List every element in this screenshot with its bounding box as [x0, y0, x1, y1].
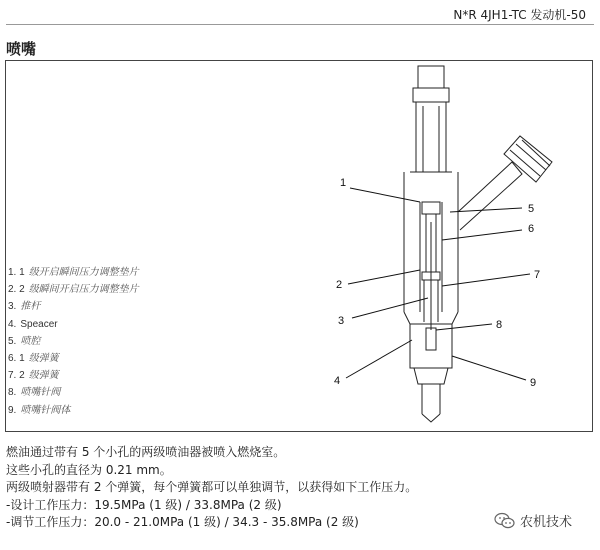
needle-valve-shape	[426, 328, 436, 350]
legend-text: 喷嘴针阀	[20, 387, 61, 399]
watermark-text: 农机技术	[520, 515, 573, 530]
section-title: 喷嘴	[6, 40, 37, 58]
legend-text: 推杆	[20, 301, 41, 313]
legend-num: 7. 2	[8, 370, 25, 382]
description-line: 两级喷射器带有 2 个弹簧，每个弹簧都可以单独调节，以获得如下工作压力。	[6, 480, 418, 494]
description-text	[6, 444, 417, 532]
callout-2: 2	[336, 279, 343, 291]
legend-text: 级开启瞬间压力调整垫片	[28, 267, 139, 278]
legend-num: 4.	[8, 318, 17, 330]
callout-1: 1	[340, 177, 347, 189]
legend-item	[8, 264, 139, 281]
page-header: N*R 4JH1-TC 发动机-50	[453, 8, 586, 22]
nozzle-holder	[410, 324, 452, 368]
legend-num: 9.	[8, 404, 17, 416]
shim-1-shape	[422, 202, 440, 214]
callout-6: 6	[528, 223, 535, 235]
description-line: 燃油通过带有 5 个小孔的两级喷油器被喷入燃烧室。	[6, 445, 286, 459]
legend-item	[8, 402, 139, 419]
legend-num: 6. 1	[8, 353, 25, 365]
description-line: -调节工作压力：20.0 - 21.0MPa (1 级) / 34.3 - 35.8MPa (2 级)	[6, 515, 359, 529]
legend-item	[8, 350, 139, 367]
callout-4: 4	[334, 375, 341, 387]
watermark	[494, 511, 572, 530]
legend-item	[8, 367, 139, 384]
injector-upper-stem	[416, 102, 446, 172]
injector-diagram	[300, 62, 570, 430]
chat-bubbles-icon	[494, 512, 516, 530]
callout-8: 8	[496, 319, 503, 331]
header-rule	[6, 24, 594, 25]
injector-cap-collar	[413, 88, 449, 102]
fuel-inlet-fitting	[504, 136, 552, 182]
legend-text: 级瞬间开启压力调整垫片	[28, 284, 139, 296]
callout-3: 3	[338, 315, 345, 327]
callout-9: 9	[530, 377, 537, 389]
legend-num: 2. 2	[8, 284, 25, 296]
legend-item	[8, 281, 139, 298]
callout-7: 7	[534, 269, 541, 281]
nozzle-tip	[422, 384, 440, 414]
legend-num: 5.	[8, 335, 17, 347]
injector-top-cap	[418, 66, 444, 88]
legend-item	[8, 298, 139, 315]
legend-text: 喷嘴针阀体	[20, 404, 71, 416]
description-line: -设计工作压力：19.5MPa (1 级) / 33.8MPa (2 级)	[6, 497, 282, 512]
description-line: 这些小孔的直径为 0.21 mm。	[6, 462, 172, 477]
legend-text: 级弹簧	[28, 353, 59, 365]
legend-item	[8, 316, 139, 333]
callout-5: 5	[528, 203, 535, 215]
legend-item	[8, 333, 139, 350]
legend-text: Speacer	[20, 318, 58, 330]
legend-num: 3.	[8, 301, 17, 313]
legend-num: 1. 1	[8, 267, 25, 278]
fuel-inlet-arm	[458, 162, 522, 230]
injector-inner-bore	[423, 106, 439, 172]
legend-text: 喷腔	[20, 335, 41, 347]
legend-num: 8.	[8, 387, 17, 399]
legend-text: 级弹簧	[28, 370, 59, 382]
parts-legend	[8, 264, 139, 419]
legend-item	[8, 384, 139, 401]
